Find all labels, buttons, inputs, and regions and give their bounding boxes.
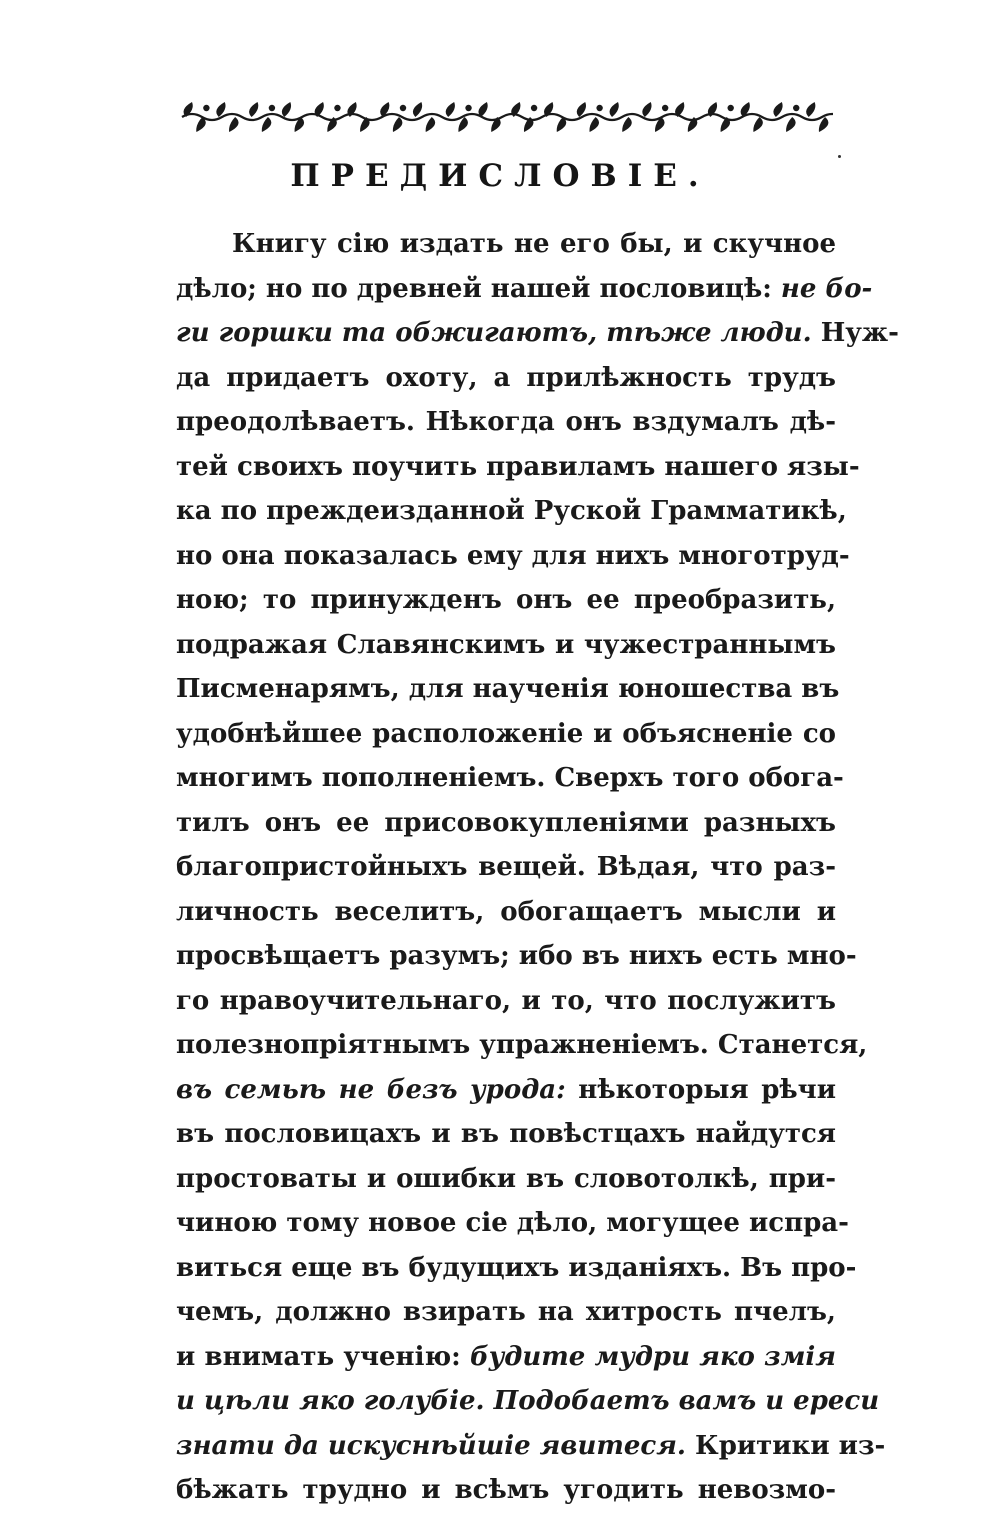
text-line [176,801,836,846]
text-line [176,1023,868,1068]
ornament-leaf [773,102,782,117]
page-title: ПРЕДИСЛОВІЕ. [290,158,710,194]
italic-phrase: будите мудри яко змія [469,1341,836,1372]
text-line [176,1112,836,1157]
text-run: Нуж- [811,318,899,348]
text-run: да придаетъ охоту, а прилѣжность трудъ [176,362,836,393]
italic-phrase: знати да искуснѣйшіе явитеся. [176,1430,686,1461]
text-line [176,267,873,312]
preface-text [176,222,899,1513]
ornament-leaf [229,117,239,132]
text-line [176,445,860,490]
text-line [176,890,836,935]
ornament-leaf [819,117,829,132]
text-run: го нравоучительнаго, и то, что послужитъ [176,985,836,1016]
ornament-leaf [753,117,763,132]
ornament-bud [596,105,602,111]
text-run: чиною тому новое сіе дѣло, могущее испра- [176,1208,849,1238]
text-run: чемъ, должно взирать на хитрость пчелъ, [176,1297,836,1327]
ornament-bud [465,105,471,111]
text-line [176,934,857,979]
ornament-leaf [446,102,455,117]
text-line [176,979,836,1024]
ornament-leaf [196,117,206,132]
text-run: просвѣщаетъ разумъ; ибо въ нихъ есть мно- [176,941,857,971]
ornament-leaf [393,117,403,132]
ornament-bud [662,105,668,111]
text-run: но она показалась ему для нихъ многотруд- [176,540,850,571]
text-line [176,712,836,757]
text-run: Книгу сію издать не его бы, и скучное [232,229,836,259]
italic-phrase: и цѣли яко голубіе. Подобаетъ вамъ и ереси [176,1386,880,1416]
ornament-bud [334,105,340,111]
text-line [176,578,836,623]
italic-phrase: ги горшки та обжигаютъ, тѣже люди. [176,318,812,348]
ornament-leaf [315,102,324,117]
ornament-leaf [478,102,487,117]
text-line [176,756,844,801]
text-line [176,489,847,534]
text-line [176,222,836,267]
text-run: преодолѣваетъ. Нѣкогда онъ вздумалъ дѣ- [176,407,836,437]
text-run: тилъ онъ ее присовокупленіями разныхъ [176,807,836,838]
text-line [176,1157,836,1202]
ornament-leaf [675,102,684,117]
italic-phrase: въ семьѣ не безъ урода: [176,1074,566,1105]
ornament-vine [182,114,833,120]
ornament-bud [400,105,406,111]
text-run: тей своихъ поучить правиламъ нашего язы- [176,451,860,482]
ornament-leaf [262,117,272,132]
text-line [176,1246,857,1291]
ornament-leaf [721,117,731,132]
text-line [176,1290,836,1335]
ornament-bud [531,105,537,111]
text-line [176,1335,836,1380]
text-run: нѣкоторыя рѣчи [565,1074,836,1105]
text-line [176,1468,836,1513]
leaf-vine-ornament-icon [178,96,833,138]
ornament-leaf [642,102,651,117]
ornament-bud [793,105,799,111]
text-line [176,623,836,668]
text-run: многимъ пополненіемъ. Сверхъ того обога- [176,763,844,793]
ornament-bud [269,105,275,111]
text-run: виться еще въ будущихъ изданіяхъ. Въ про- [176,1252,857,1283]
text-run: Критики из- [685,1430,886,1461]
text-line [176,667,840,712]
ornament-bud [727,105,733,111]
text-run: личность веселитъ, обогащаетъ мысли и [176,896,836,927]
text-run: въ пословицахъ и въ повѣстцахъ найдутся [176,1119,836,1149]
text-run: дѣло; но по древней нашей пословицѣ: [176,273,781,304]
text-run: Писменарямъ, для наученія юношества въ [176,674,840,704]
text-run: благопристойныхъ вещей. Вѣдая, что раз- [176,852,836,882]
ornament-leaf [413,102,422,117]
ornament-leaf [360,117,370,132]
ornament-leaf [622,117,632,132]
ornament-leaf [806,102,815,117]
text-run: простоваты и ошибки въ словотолкѣ, при- [176,1163,836,1194]
text-run: полезнопріятнымъ упражненіемъ. Станется, [176,1030,868,1060]
text-line [176,311,899,356]
text-run: бѣжать трудно и всѣмъ угодить невозмо- [176,1475,836,1505]
text-line [176,400,836,445]
text-line [176,1424,886,1469]
text-line [176,845,836,890]
text-run: и внимать ученію: [176,1341,470,1372]
text-run: ною; то принужденъ онъ ее преобразить, [176,585,836,615]
italic-phrase: не бо- [780,273,873,304]
ornament-leaf [282,102,291,117]
text-line [176,1201,849,1246]
text-run: ка по преждеизданной Руской Грамматикѣ, [176,496,847,526]
ornament-leaf [249,102,258,117]
text-line [176,534,850,579]
ornament-bud [203,105,209,111]
text-run: подражая Славянскимъ и чужестраннымъ [176,629,836,660]
ornament-leaf [610,102,619,117]
ornament-leaf [589,117,599,132]
text-run: удобнѣйшее расположеніе и объясненіе со [176,718,836,749]
text-line [176,1068,836,1113]
ornament-leaf [557,117,567,132]
text-line [176,1379,880,1424]
ornament-leaf [426,117,436,132]
ornament-leaf [786,117,796,132]
text-line [176,356,836,401]
